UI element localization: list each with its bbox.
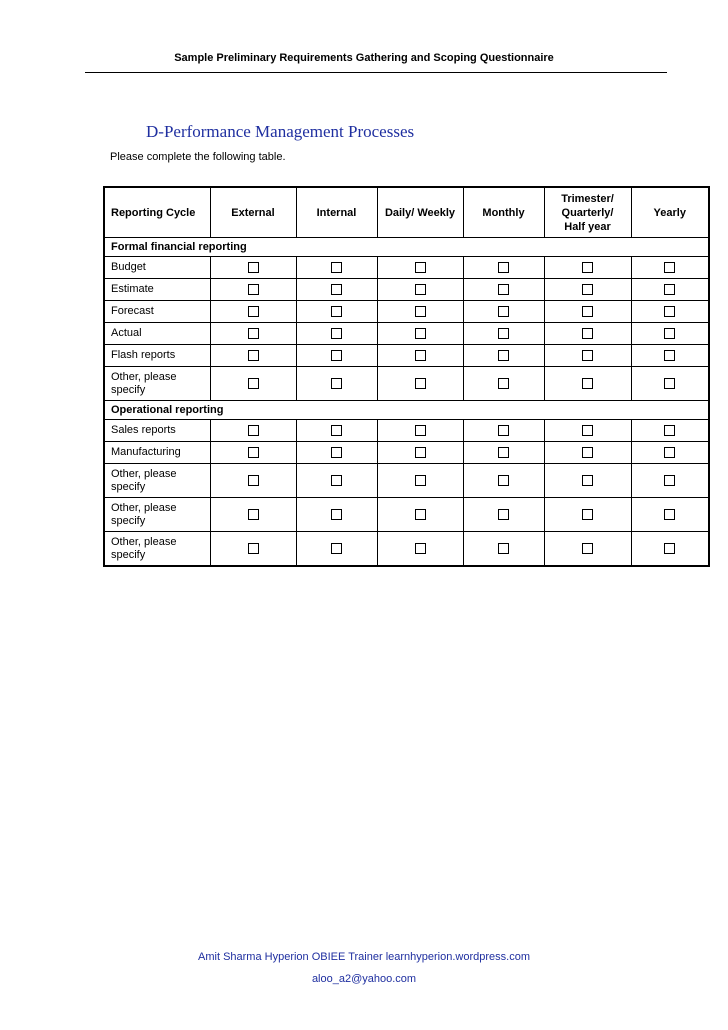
checkbox-cell — [463, 498, 544, 532]
checkbox[interactable] — [415, 509, 426, 520]
checkbox[interactable] — [498, 543, 509, 554]
checkbox-cell — [544, 367, 631, 401]
checkbox[interactable] — [415, 262, 426, 273]
table-header-row — [104, 187, 709, 238]
table-row — [104, 464, 709, 498]
checkbox-cell — [631, 279, 709, 301]
checkbox-cell — [463, 420, 544, 442]
checkbox[interactable] — [582, 284, 593, 295]
checkbox[interactable] — [331, 328, 342, 339]
checkbox[interactable] — [248, 447, 259, 458]
checkbox-cell — [544, 498, 631, 532]
checkbox[interactable] — [415, 425, 426, 436]
checkbox-cell — [296, 345, 377, 367]
table-row — [104, 301, 709, 323]
checkbox[interactable] — [248, 328, 259, 339]
checkbox-cell — [210, 257, 296, 279]
checkbox-cell — [544, 323, 631, 345]
column-header-external: External — [210, 187, 296, 238]
checkbox[interactable] — [415, 543, 426, 554]
checkbox-cell — [210, 498, 296, 532]
checkbox-cell — [463, 442, 544, 464]
checkbox-cell — [377, 323, 463, 345]
checkbox-cell — [631, 498, 709, 532]
checkbox-cell — [631, 345, 709, 367]
table-row — [104, 532, 709, 567]
checkbox-cell — [377, 532, 463, 567]
checkbox-cell — [377, 420, 463, 442]
checkbox-cell — [463, 279, 544, 301]
checkbox-cell — [296, 464, 377, 498]
checkbox[interactable] — [664, 543, 675, 554]
checkbox[interactable] — [415, 447, 426, 458]
section-row — [104, 238, 709, 257]
checkbox-cell — [210, 420, 296, 442]
checkbox-cell — [544, 442, 631, 464]
checkbox-cell — [631, 323, 709, 345]
table-row — [104, 323, 709, 345]
row-label: Other, please specify — [104, 532, 210, 567]
checkbox[interactable] — [331, 425, 342, 436]
row-label: Estimate — [104, 279, 210, 301]
checkbox-cell — [463, 532, 544, 567]
checkbox-cell — [296, 532, 377, 567]
checkbox[interactable] — [415, 328, 426, 339]
checkbox[interactable] — [582, 543, 593, 554]
checkbox[interactable] — [582, 306, 593, 317]
checkbox[interactable] — [331, 262, 342, 273]
row-label: Other, please specify — [104, 367, 210, 401]
row-label: Budget — [104, 257, 210, 279]
checkbox-cell — [296, 498, 377, 532]
checkbox-cell — [544, 279, 631, 301]
checkbox[interactable] — [498, 350, 509, 361]
checkbox[interactable] — [331, 284, 342, 295]
checkbox-cell — [544, 257, 631, 279]
checkbox[interactable] — [248, 306, 259, 317]
checkbox[interactable] — [331, 350, 342, 361]
column-header-monthly: Monthly — [463, 187, 544, 238]
checkbox-cell — [210, 279, 296, 301]
checkbox-cell — [377, 367, 463, 401]
checkbox-cell — [631, 442, 709, 464]
checkbox-cell — [296, 301, 377, 323]
checkbox-cell — [631, 301, 709, 323]
checkbox[interactable] — [248, 350, 259, 361]
row-label: Other, please specify — [104, 498, 210, 532]
checkbox[interactable] — [248, 284, 259, 295]
checkbox[interactable] — [664, 447, 675, 458]
checkbox[interactable] — [664, 425, 675, 436]
checkbox[interactable] — [248, 475, 259, 486]
footer-email: aloo_a2@yahoo.com — [311, 973, 417, 985]
table-row — [104, 345, 709, 367]
checkbox-cell — [377, 279, 463, 301]
checkbox[interactable] — [664, 328, 675, 339]
checkbox[interactable] — [498, 284, 509, 295]
section-title: D-Performance Management Processes — [146, 122, 415, 141]
checkbox[interactable] — [498, 262, 509, 273]
checkbox-cell — [296, 323, 377, 345]
checkbox[interactable] — [248, 378, 259, 389]
checkbox-cell — [631, 367, 709, 401]
checkbox-cell — [544, 345, 631, 367]
checkbox-cell — [544, 464, 631, 498]
reporting-cycle-table — [103, 186, 710, 567]
checkbox[interactable] — [582, 475, 593, 486]
checkbox-cell — [463, 323, 544, 345]
checkbox-cell — [463, 464, 544, 498]
checkbox-cell — [631, 532, 709, 567]
checkbox[interactable] — [248, 543, 259, 554]
checkbox-cell — [210, 532, 296, 567]
section-heading: Formal financial reporting — [104, 238, 709, 257]
checkbox[interactable] — [664, 306, 675, 317]
table-row — [104, 279, 709, 301]
column-header-yearly: Yearly — [631, 187, 709, 238]
checkbox-cell — [296, 442, 377, 464]
column-header-trimester-quarterly-half-year: Trimester/ Quarterly/ Half year — [544, 187, 631, 238]
checkbox-cell — [377, 257, 463, 279]
checkbox[interactable] — [415, 350, 426, 361]
checkbox-cell — [631, 420, 709, 442]
checkbox-cell — [377, 464, 463, 498]
checkbox[interactable] — [664, 509, 675, 520]
checkbox-cell — [210, 345, 296, 367]
checkbox[interactable] — [582, 262, 593, 273]
checkbox-cell — [296, 279, 377, 301]
checkbox[interactable] — [415, 475, 426, 486]
checkbox-cell — [377, 301, 463, 323]
checkbox[interactable] — [498, 447, 509, 458]
section-heading: Operational reporting — [104, 401, 709, 420]
checkbox-cell — [463, 301, 544, 323]
footer-author-line: Amit Sharma Hyperion OBIEE Trainer learnhyperion.wordpress.com — [198, 951, 530, 963]
checkbox[interactable] — [498, 378, 509, 389]
checkbox-cell — [544, 420, 631, 442]
checkbox-cell — [210, 367, 296, 401]
table-row — [104, 257, 709, 279]
document-header: Sample Preliminary Requirements Gathering and Scoping Questionnaire — [174, 52, 554, 64]
checkbox[interactable] — [664, 475, 675, 486]
checkbox[interactable] — [331, 306, 342, 317]
checkbox[interactable] — [498, 425, 509, 436]
checkbox-cell — [210, 442, 296, 464]
checkbox[interactable] — [415, 378, 426, 389]
checkbox[interactable] — [582, 425, 593, 436]
table-row — [104, 367, 709, 401]
checkbox[interactable] — [498, 475, 509, 486]
checkbox[interactable] — [415, 284, 426, 295]
checkbox[interactable] — [331, 543, 342, 554]
column-header-internal: Internal — [296, 187, 377, 238]
checkbox-cell — [463, 367, 544, 401]
checkbox[interactable] — [582, 378, 593, 389]
checkbox[interactable] — [331, 475, 342, 486]
table-row — [104, 442, 709, 464]
checkbox[interactable] — [248, 262, 259, 273]
checkbox-cell — [463, 345, 544, 367]
checkbox[interactable] — [664, 284, 675, 295]
checkbox[interactable] — [331, 447, 342, 458]
checkbox[interactable] — [664, 378, 675, 389]
section-row — [104, 401, 709, 420]
checkbox-cell — [544, 301, 631, 323]
checkbox[interactable] — [582, 328, 593, 339]
checkbox-cell — [296, 367, 377, 401]
header-divider — [85, 72, 667, 73]
checkbox-cell — [631, 464, 709, 498]
row-label: Sales reports — [104, 420, 210, 442]
table-row — [104, 420, 709, 442]
checkbox[interactable] — [582, 509, 593, 520]
checkbox-cell — [377, 345, 463, 367]
column-header-daily-weekly: Daily/ Weekly — [377, 187, 463, 238]
table-body — [104, 238, 709, 567]
checkbox-cell — [377, 442, 463, 464]
checkbox[interactable] — [582, 350, 593, 361]
checkbox[interactable] — [498, 509, 509, 520]
checkbox-cell — [296, 257, 377, 279]
checkbox-cell — [463, 257, 544, 279]
row-label: Manufacturing — [104, 442, 210, 464]
checkbox[interactable] — [248, 425, 259, 436]
row-label: Forecast — [104, 301, 210, 323]
checkbox[interactable] — [248, 509, 259, 520]
checkbox[interactable] — [582, 447, 593, 458]
row-label: Actual — [104, 323, 210, 345]
checkbox[interactable] — [331, 509, 342, 520]
checkbox-cell — [296, 420, 377, 442]
checkbox-cell — [210, 323, 296, 345]
instruction-text: Please complete the following table. — [110, 151, 286, 163]
checkbox[interactable] — [664, 262, 675, 273]
checkbox-cell — [210, 301, 296, 323]
checkbox-cell — [631, 257, 709, 279]
checkbox[interactable] — [498, 306, 509, 317]
checkbox-cell — [544, 532, 631, 567]
checkbox[interactable] — [664, 350, 675, 361]
row-label: Other, please specify — [104, 464, 210, 498]
table-row — [104, 498, 709, 532]
column-header-reporting-cycle: Reporting Cycle — [104, 187, 210, 238]
checkbox[interactable] — [331, 378, 342, 389]
checkbox-cell — [377, 498, 463, 532]
checkbox[interactable] — [415, 306, 426, 317]
checkbox-cell — [210, 464, 296, 498]
row-label: Flash reports — [104, 345, 210, 367]
checkbox[interactable] — [498, 328, 509, 339]
